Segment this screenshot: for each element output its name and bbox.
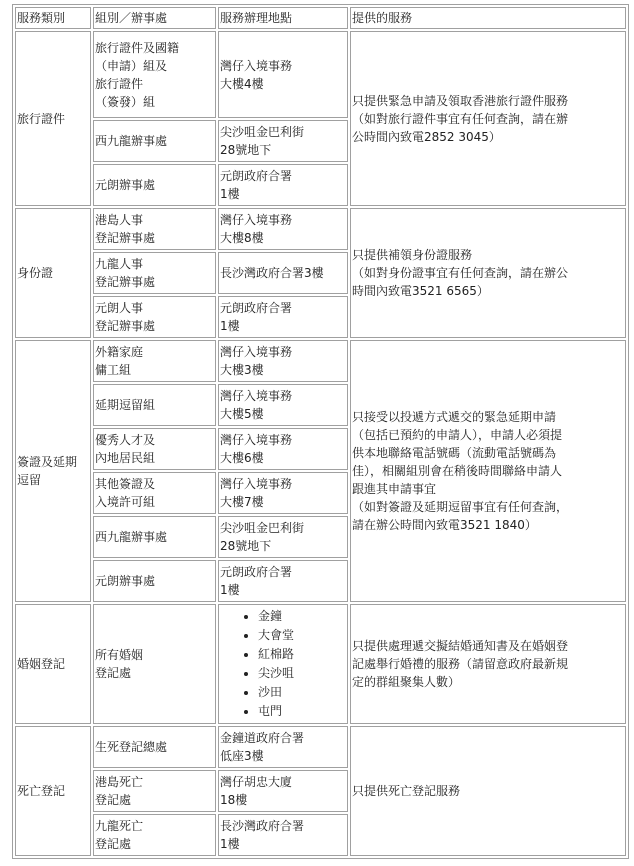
table-row [15, 208, 626, 250]
address-cell: 灣仔入境事務 大樓5樓 [218, 384, 348, 426]
service-cell: 只提供緊急申請及領取香港旅行證件服務 （如對旅行證件事宜有任何查詢，請在辦 公時間內致電2852 3045） [350, 31, 626, 206]
address-cell: 灣仔入境事務 大樓7樓 [218, 472, 348, 514]
unit-cell: 九龍死亡 登記處 [93, 814, 216, 856]
unit-cell: 港島死亡 登記處 [93, 770, 216, 812]
list-item: • 大會堂 [258, 626, 346, 645]
unit-cell: 外籍家庭 傭工組 [93, 340, 216, 382]
header-unit: 組別／辦事處 [93, 7, 216, 29]
unit-cell: 其他簽證及 入境許可組 [93, 472, 216, 514]
service-cell: 只接受以投遞方式遞交的緊急延期申請 （包括已預約的申請人），申請人必須提 供本地聯絡電話號碼（流動電話號碼為 佳），相關組別會在稍後時間聯絡申請人 跟進其申請事宜 （如對簽證及延期逗留事宜有任何查詢， 請在辦公時間內致電3521 1840） [350, 340, 626, 602]
address-cell: 灣仔入境事務 大樓4樓 [218, 31, 348, 118]
address-cell [218, 604, 348, 724]
address-cell: 尖沙咀金巴利街 28號地下 [218, 516, 348, 558]
unit-cell: 九龍人事 登記辦事處 [93, 252, 216, 294]
table-row [15, 726, 626, 768]
service-cell: 只提供死亡登記服務 [350, 726, 626, 856]
header-service: 提供的服務 [350, 7, 626, 29]
unit-cell: 生死登記總處 [93, 726, 216, 768]
list-item: • 金鐘 [258, 607, 346, 626]
unit-cell: 優秀人才及 內地居民組 [93, 428, 216, 470]
address-cell: 灣仔入境事務 大樓8樓 [218, 208, 348, 250]
address-cell: 元朗政府合署 1樓 [218, 560, 348, 602]
unit-cell: 元朗辦事處 [93, 164, 216, 206]
address-cell: 尖沙咀金巴利街 28號地下 [218, 120, 348, 162]
header-category: 服務類別 [15, 7, 91, 29]
unit-cell: 旅行證件及國籍 （申請）組及 旅行證件 （簽發）組 [93, 31, 216, 118]
address-cell: 金鐘道政府合署 低座3樓 [218, 726, 348, 768]
table-row [15, 31, 626, 118]
list-item: • 尖沙咀 [258, 664, 346, 683]
category-cell: 婚姻登記 [15, 604, 91, 724]
services-table [12, 4, 629, 859]
service-cell: 只提供處理遞交擬結婚通知書及在婚姻登 記處舉行婚禮的服務（請留意政府最新規 定的群組聚集人數） [350, 604, 626, 724]
list-item: • 沙田 [258, 683, 346, 702]
category-cell: 簽證及延期 逗留 [15, 340, 91, 602]
category-cell: 旅行證件 [15, 31, 91, 206]
unit-cell: 西九龍辦事處 [93, 516, 216, 558]
table-row [15, 340, 626, 382]
category-cell: 身份證 [15, 208, 91, 338]
list-item: • 屯門 [258, 702, 346, 721]
unit-cell: 所有婚姻 登記處 [93, 604, 216, 724]
header-row [15, 7, 626, 29]
address-cell: 元朗政府合署 1樓 [218, 296, 348, 338]
address-cell: 長沙灣政府合署 1樓 [218, 814, 348, 856]
address-cell: 長沙灣政府合署3樓 [218, 252, 348, 294]
category-cell: 死亡登記 [15, 726, 91, 856]
unit-cell: 元朗人事 登記辦事處 [93, 296, 216, 338]
header-address: 服務辦理地點 [218, 7, 348, 29]
service-cell: 只提供補領身份證服務 （如對身份證事宜有任何查詢，請在辦公 時間內致電3521 6565） [350, 208, 626, 338]
address-cell: 灣仔入境事務 大樓6樓 [218, 428, 348, 470]
page [12, 4, 623, 859]
address-cell: 元朗政府合署 1樓 [218, 164, 348, 206]
address-cell: 灣仔入境事務 大樓3樓 [218, 340, 348, 382]
unit-cell: 延期逗留組 [93, 384, 216, 426]
unit-cell: 西九龍辦事處 [93, 120, 216, 162]
address-cell: 灣仔胡忠大廈 18樓 [218, 770, 348, 812]
unit-cell: 元朗辦事處 [93, 560, 216, 602]
unit-cell: 港島人事 登記辦事處 [93, 208, 216, 250]
marriage-registry-list [220, 607, 346, 721]
list-item: • 紅棉路 [258, 645, 346, 664]
table-row [15, 604, 626, 724]
